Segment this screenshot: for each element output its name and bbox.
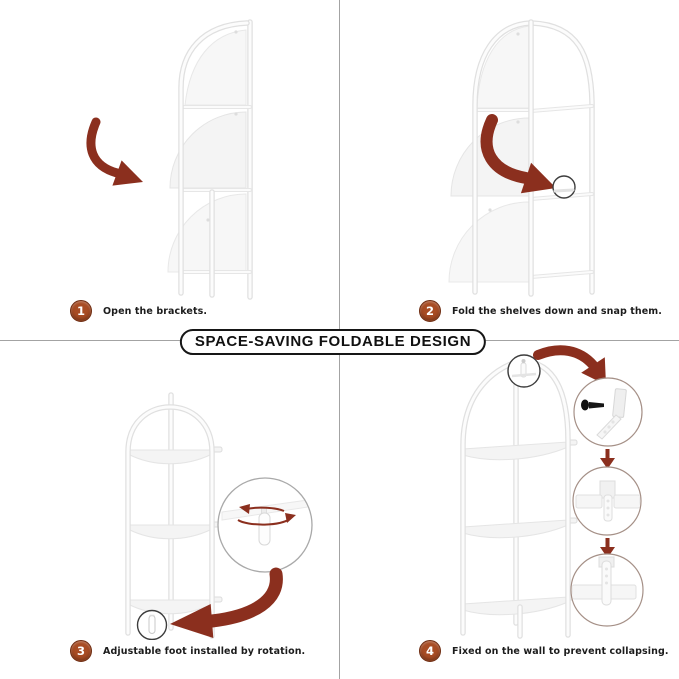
step-3-label: Adjustable foot installed by rotation. [103,645,306,657]
banner: SPACE-SAVING FOLDABLE DESIGN [180,329,486,355]
step-4-number-badge: 4 [419,640,441,662]
curved-arrow-icon [91,122,143,186]
step-2-number-badge: 2 [419,300,441,322]
folded-corner-shelf [168,22,250,297]
down-arrow-icon [600,449,615,469]
step-4-caption [419,640,669,662]
hardware-callout-circle-wall-plate [573,467,641,535]
illustration-step-4-wall-fixing [420,345,679,640]
step-1-caption [70,300,207,322]
foot-callout-circle [138,611,167,640]
half-open-corner-shelf [449,22,592,294]
step-1-number-badge: 1 [70,300,92,322]
open-corner-shelf [463,361,577,636]
step-2-caption [419,300,662,322]
hardware-callout-circle-strap-fixed [571,554,643,626]
step-3-number-badge: 3 [70,640,92,662]
step-4-label: Fixed on the wall to prevent collapsing. [452,645,669,657]
hardware-callout-circle-screw-strap [574,378,642,446]
open-corner-shelf [128,395,222,636]
step-1-label: Open the brackets. [103,305,208,317]
step-2-label: Fold the shelves down and snap them. [452,305,663,317]
illustration-step-2-half-open-shelf [430,10,650,300]
top-joint-callout-circle [508,355,540,387]
illustration-step-1-folded-shelf [60,10,280,300]
foot-rotation-callout-circle [218,478,312,572]
illustration-step-3-adjustable-foot [60,350,320,640]
step-3-caption [70,640,305,662]
snap-point-callout-circle [553,176,575,198]
